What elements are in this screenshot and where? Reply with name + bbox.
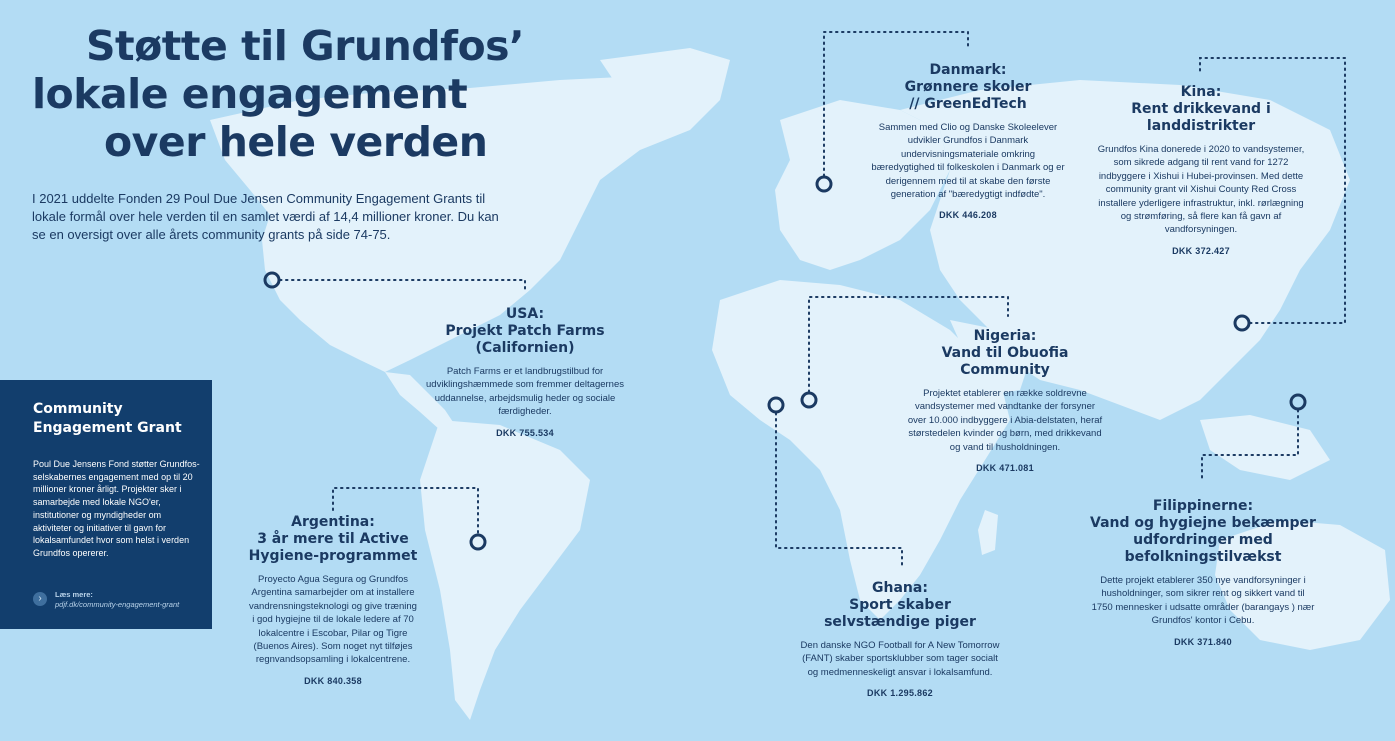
project-nigeria-title-line: Nigeria: — [973, 328, 1037, 344]
title-line-2: lokale engagement — [32, 70, 468, 118]
project-denmark — [868, 62, 1068, 220]
title-line-3: over hele verden — [104, 118, 488, 166]
project-usa-title-line: Projekt Patch Farms — [445, 323, 605, 339]
project-argentina-amount: DKK 840.358 — [304, 675, 362, 686]
project-nigeria-text: Projektet etablerer en række soldrevne vandsystemer med vandtanke der forsyner over 10.000 indbyggere i Abia-delstaten, heraf størstedelen kvinder og børn, med drikkevand og vand til husholdningen. — [907, 388, 1103, 453]
project-denmark-title — [868, 62, 1068, 113]
madagascar-shape — [978, 510, 998, 555]
project-usa-title-line: USA: — [505, 306, 545, 322]
grant-panel-heading-line: Community — [33, 401, 123, 417]
project-ghana-title — [800, 580, 1000, 631]
project-ghana — [800, 580, 1000, 698]
project-argentina-title-line: Hygiene-programmet — [248, 548, 418, 564]
project-denmark-title-line: // GreenEdTech — [909, 96, 1027, 112]
project-china-title-line: landdistrikter — [1146, 118, 1256, 134]
project-china-text: Grundfos Kina donerede i 2020 to vandsystemer, som sikrede adgang til rent vand for 1272 indbyggere i Xishui i Hubei-provinsen. Med dette community grant vil Xishui County Red Cross installere yderligere infrastruktur, inkl. rørlægning og strømføring, så flere kan få gavn af vandforsyningen. — [1097, 144, 1305, 236]
project-usa-title-line: (Californien) — [475, 340, 575, 356]
project-ghana-title-line: Ghana: — [872, 580, 928, 596]
project-denmark-title-line: Grønnere skoler — [904, 79, 1032, 95]
title-line-1: Støtte til Grundfos’ — [86, 22, 525, 70]
project-ghana-amount: DKK 1.295.862 — [867, 688, 933, 699]
project-ghana-title-line: Sport skaber — [849, 597, 951, 613]
project-nigeria-title-line: Vand til Obuofia — [941, 345, 1069, 361]
project-china-title-line: Kina: — [1180, 84, 1222, 100]
read-more-label: Læs mere: — [55, 590, 93, 599]
intro-text: I 2021 uddelte Fonden 29 Poul Due Jensen Community Engagement Grants til lokale formål over hele verden til en samlet værdi af 14,4 millioner kroner. Du kan se en oversigt over alle årets community grants på side 74-75. — [32, 191, 499, 242]
project-usa-text: Patch Farms er et landbrugstilbud for udviklingshæmmede som fremmer deltagernes uddannelse, arbejdsmulig heder og sociale færdigheder. — [426, 366, 624, 418]
project-argentina-title — [247, 514, 419, 565]
project-philippines — [1090, 498, 1316, 647]
project-argentina — [247, 514, 419, 686]
grant-panel-text: Poul Due Jensens Fond støtter Grundfos-selskabernes engagement med op til 20 millioner kroner årligt. Projekter sker i samarbejde med lokale NGO'er, institutioner og myndigheder om aktiviteter og initiativer til gavn for lokalsamfundet hvor som helst i verden Grundfos opererer. — [33, 459, 200, 558]
project-nigeria-title — [905, 328, 1105, 379]
project-philippines-title-line: Vand og hygiejne bekæmper — [1090, 515, 1316, 531]
grant-panel-heading-line: Engagement Grant — [33, 420, 182, 436]
project-argentina-title-line: 3 år mere til Active — [257, 531, 409, 547]
project-philippines-title-line: Filippinerne: — [1152, 498, 1254, 514]
project-philippines-text: Dette projekt etablerer 350 nye vandforsyninger i husholdninger, som sikrer rent og sikkert vand til 1750 mennesker i udsatte områder (barangays ) nær Grundfos' kontor i Cebu. — [1091, 575, 1315, 627]
project-argentina-title-line: Argentina: — [291, 514, 375, 530]
project-philippines-title-line: befolkningstilvækst — [1124, 549, 1282, 565]
south-america-shape — [420, 420, 590, 720]
marker-philippines-icon — [1291, 395, 1305, 409]
project-usa — [425, 306, 625, 438]
project-denmark-title-line: Danmark: — [929, 62, 1007, 78]
chevron-right-icon[interactable]: › — [33, 592, 47, 606]
project-nigeria-amount: DKK 471.081 — [976, 463, 1034, 474]
project-usa-title — [425, 306, 625, 357]
grant-panel-heading — [33, 400, 182, 438]
project-china-amount: DKK 372.427 — [1172, 245, 1230, 256]
read-more-url[interactable]: pdjf.dk/community-engagement-grant — [55, 600, 180, 609]
project-nigeria — [905, 328, 1105, 473]
project-denmark-text: Sammen med Clio og Danske Skoleelever udvikler Grundfos i Danmark undervisningsmateriale omkring bæredygtighed til folkeskolen i Danmark og er derigennem med til at skabe den første generation af "bæredygtigt indfødte". — [871, 122, 1065, 201]
project-philippines-title — [1090, 498, 1316, 566]
project-philippines-amount: DKK 371.840 — [1174, 636, 1232, 647]
project-ghana-text: Den danske NGO Football for A New Tomorrow (FANT) skaber sportsklubber som tager socialt og medmenneskeligt ansvar i lokalsamfund. — [800, 640, 1000, 678]
project-denmark-amount: DKK 446.208 — [939, 210, 997, 221]
sea-islands-shape — [1200, 415, 1330, 480]
project-china-title-line: Rent drikkevand i — [1131, 101, 1271, 117]
project-china — [1096, 84, 1306, 256]
grant-info-panel — [0, 380, 212, 629]
project-usa-amount: DKK 755.534 — [496, 427, 554, 438]
page-title — [30, 22, 590, 166]
project-nigeria-title-line: Community — [960, 362, 1050, 378]
project-philippines-title-line: udfordringer med — [1133, 532, 1273, 548]
project-ghana-title-line: selvstændige piger — [824, 614, 976, 630]
project-argentina-text: Proyecto Agua Segura og Grundfos Argentina samarbejder om at installere vandrensningsteknologi og give træning i god hygiejne til de lokale ledere af 70 lokalcentre i Escobar, Pilar og Tigre (Buenos Aires). Som noget nyt tilføjes regnvandsopsamling i lokalcentrene. — [249, 574, 417, 666]
project-china-title — [1096, 84, 1306, 135]
